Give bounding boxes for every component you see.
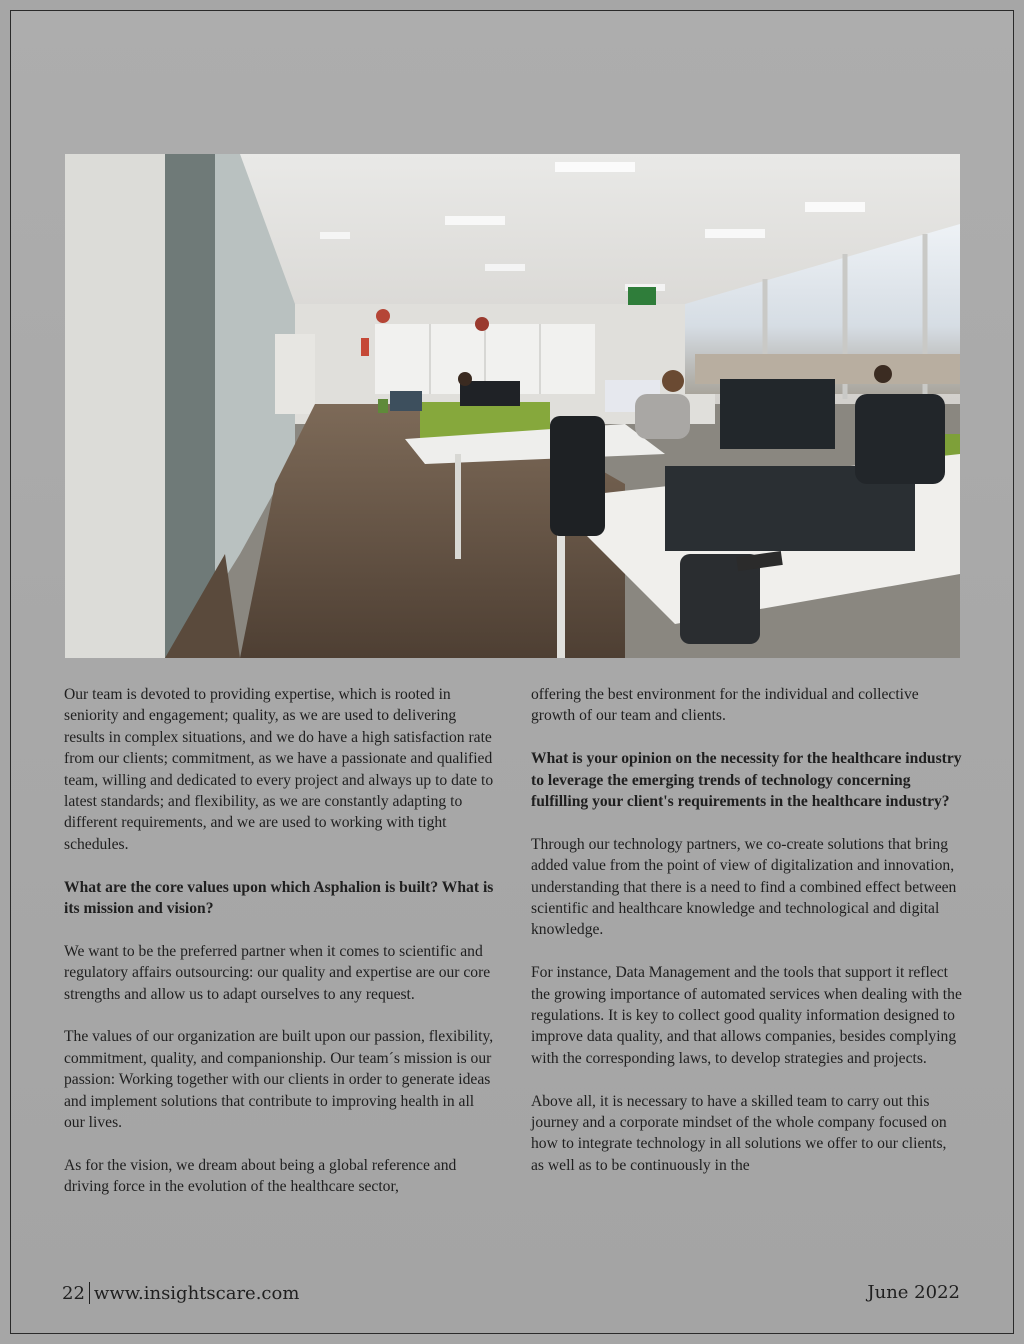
footer-divider	[89, 1282, 90, 1304]
page-number: 22	[62, 1282, 85, 1304]
left-column	[64, 684, 496, 1219]
paragraph: offering the best environment for the individual and collective growth of our team and clients.	[531, 686, 919, 725]
paragraph: Above all, it is necessary to have a skilled team to carry out this journey and a corporate mindset of the whole company focused on how to integrate technology in all solutions we offer to our clients, as well as to be continuously in the	[531, 1092, 947, 1174]
paragraph: As for the vision, we dream about being a global reference and driving force in the evolution of the healthcare sector,	[64, 1156, 457, 1196]
paragraph: Through our technology partners, we co-create solutions that bring added value from the point of view of digitalization and innovation, understanding that there is a need to find a combined effect between scientific and healthcare knowledge and technological and digital knowledge.	[531, 835, 957, 939]
interview-question: What is your opinion on the necessity for the healthcare industry to leverage the emerging trends of technology concerning fulfilling your client's requirements in the healthcare industry?	[531, 750, 962, 811]
paragraph: The values of our organization are built upon our passion, flexibility, commitment, quality, and companionship. Our team´s mission is our passion: Working together with our clients in order to generate ideas and implement solutions that contribute to improving health in all our lives.	[64, 1028, 494, 1132]
paragraph: For instance, Data Management and the tools that support it reflect the growing importance of automated services when dealing with the regulations. It is key to collect good quality information designed to improve data quality, and that allows companies, besides complying with the corresponding laws, to develop strategies and projects.	[531, 964, 962, 1067]
paragraph: Our team is devoted to providing expertise, which is rooted in seniority and engagement; quality, as we are used to delivering results in complex situations, and we do have a high satisfaction rate from our clients; commitment, as we have a passionate and qualified team, willing and dedicated to every project and always up to date to latest standards; and flexibility, as we are constantly adapting to different requirements, and we are used to working with tight schedules.	[64, 686, 494, 853]
office-photo	[65, 154, 960, 658]
right-column	[531, 684, 963, 1198]
website-link[interactable]: www.insightscare.com	[93, 1282, 300, 1304]
interview-question: What are the core values upon which Asphalion is built? What is its mission and vision?	[64, 878, 494, 918]
footer-left	[62, 1282, 299, 1304]
paragraph: We want to be the preferred partner when it comes to scientific and regulatory affairs outsourcing: our quality and expertise are our core strengths and allow us to adapt ourselves to any request.	[64, 942, 491, 1003]
issue-date: June 2022	[867, 1282, 960, 1303]
